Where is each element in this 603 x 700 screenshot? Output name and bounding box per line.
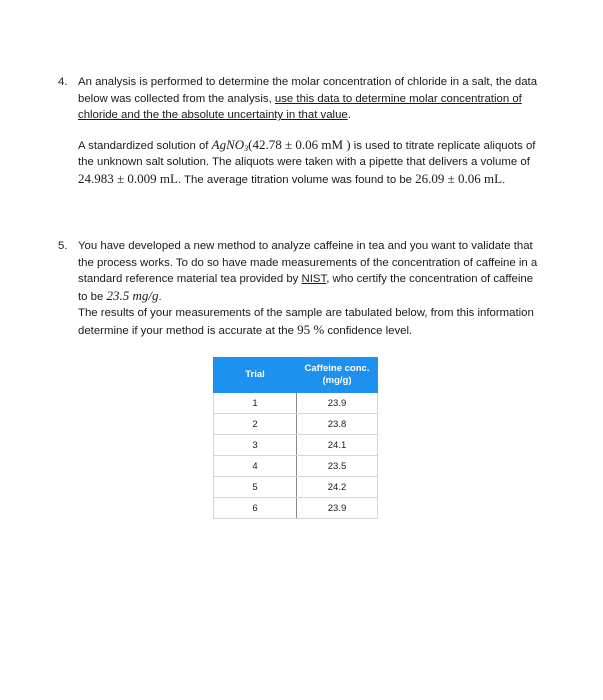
q5-text-b: , who certify the concentration of caffeine to be xyxy=(78,273,534,303)
nist-link: NIST xyxy=(301,273,327,285)
header-trial: Trial xyxy=(214,358,297,393)
trial-cell: 1 xyxy=(214,393,297,414)
question-5-body xyxy=(78,238,538,339)
caffeine-conc-cell: 24.2 xyxy=(297,477,378,498)
agno3-subscript: 3 xyxy=(244,143,249,153)
question-4-details xyxy=(78,137,538,189)
table-row xyxy=(214,435,378,456)
table-row xyxy=(214,393,378,414)
q4-text-c: . The average titration volume was found to be xyxy=(177,173,416,186)
confidence-level: 95 % xyxy=(297,321,325,337)
q5-text-c: . xyxy=(158,290,162,303)
question-4-number: 4. xyxy=(58,76,68,88)
q4-text-d: . xyxy=(502,173,506,186)
trial-cell: 3 xyxy=(214,435,297,456)
header-caffeine-conc xyxy=(297,358,378,393)
caffeine-results-table xyxy=(213,357,378,519)
table-header-row xyxy=(214,358,378,393)
q4-text-a: A standardized solution of xyxy=(78,139,212,152)
caffeine-conc-cell: 23.9 xyxy=(297,393,378,414)
header-caffeine-conc-line1: Caffeine conc. xyxy=(304,363,370,374)
table-row xyxy=(214,414,378,435)
table-row xyxy=(214,498,378,519)
agno3-concentration: (42.78 ± 0.06 mM ) xyxy=(248,136,351,152)
caffeine-conc-cell: 23.5 xyxy=(297,456,378,477)
question-5 xyxy=(58,238,538,339)
agno3-formula xyxy=(212,137,249,152)
question-4 xyxy=(58,74,538,188)
q5-text-d: The results of your measurements of the sample are tabulated below, from this information determine if your method is accurate at the xyxy=(78,307,534,337)
q5-text-e: confidence level. xyxy=(324,324,413,337)
caffeine-conc-cell: 23.8 xyxy=(297,414,378,435)
agno3-formula-text: AgNO xyxy=(211,136,245,152)
pipette-volume: 24.983 ± 0.009 mL xyxy=(78,170,178,186)
question-4-intro-end: . xyxy=(347,109,351,121)
header-caffeine-conc-units: (mg/g) xyxy=(322,375,352,386)
certified-concentration: 23.5 mg/g xyxy=(106,287,159,303)
q4-text-b: is used to titrate replicate aliquots of the unknown salt solution. The aliquots were taken with a pipette that delivers a volume of xyxy=(78,139,536,168)
trial-cell: 6 xyxy=(214,498,297,519)
question-4-intro-text: An analysis is performed to determine the molar concentration of chloride in a salt, the data below was collected from the analysis, xyxy=(78,76,538,105)
trial-cell: 4 xyxy=(214,456,297,477)
caffeine-conc-cell: 23.9 xyxy=(297,498,378,519)
caffeine-conc-cell: 24.1 xyxy=(297,435,378,456)
question-5-number: 5. xyxy=(58,240,68,252)
trial-cell: 2 xyxy=(214,414,297,435)
table-row xyxy=(214,477,378,498)
titration-volume: 26.09 ± 0.06 mL xyxy=(415,170,503,186)
question-4-intro xyxy=(78,74,538,124)
table-row xyxy=(214,456,378,477)
table-body xyxy=(214,393,378,519)
trial-cell: 5 xyxy=(214,477,297,498)
q5-text-a: You have developed a new method to analyze caffeine in tea and you want to validate that the process works. To do so have made measurements of the concentration of caffeine in a standard reference material tea provided by xyxy=(78,240,538,285)
question-4-task-underlined: use this data to determine molar concentration of chloride and the the absolute uncertainty in that value xyxy=(78,92,522,121)
